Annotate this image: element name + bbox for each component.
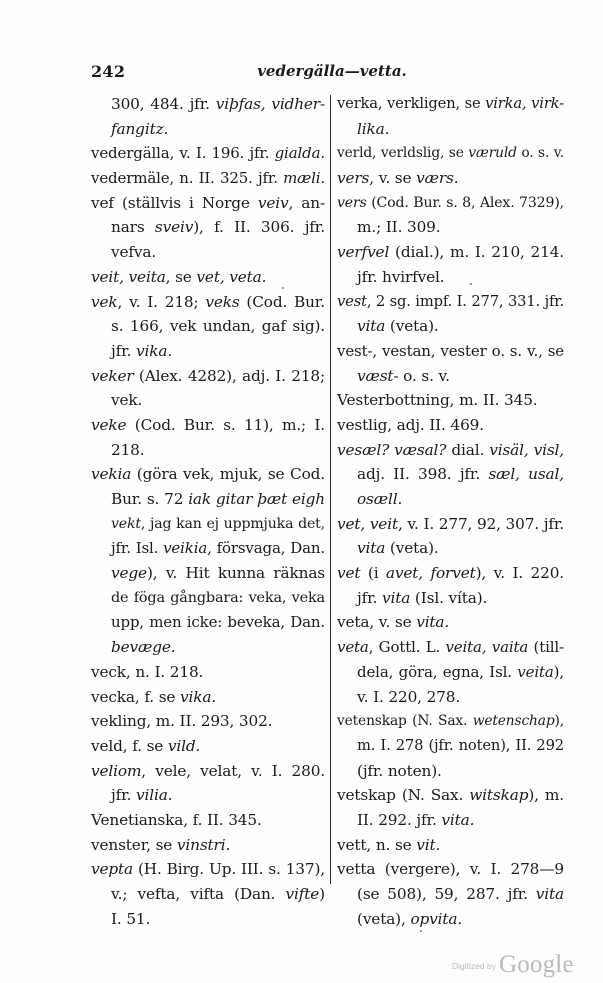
roman-text: nars	[111, 218, 155, 237]
dictionary-entry	[91, 685, 325, 710]
entry-continuation-line	[91, 561, 325, 586]
entry-headword-line	[91, 141, 325, 166]
entry-headword-line	[91, 734, 325, 759]
roman-text: veta, v. se	[337, 613, 417, 632]
dictionary-entry	[337, 339, 565, 388]
italic-text: vifte	[285, 885, 320, 903]
entry-continuation-line	[91, 438, 325, 463]
entry-continuation-line	[337, 265, 564, 290]
entry-headword-line	[337, 857, 564, 882]
print-speck	[420, 930, 422, 932]
entry-headword-line	[337, 709, 564, 734]
italic-text: vita	[382, 588, 411, 607]
italic-text: vit.	[416, 835, 441, 854]
entry-continuation-line	[91, 586, 325, 611]
dictionary-entry	[337, 833, 565, 858]
roman-text: dial.	[446, 440, 490, 459]
entry-continuation-line	[91, 536, 325, 561]
print-speck	[282, 287, 284, 289]
roman-text: , v. I. 277, 92, 307. jfr.	[397, 514, 565, 533]
dictionary-entry	[91, 141, 325, 166]
entry-continuation-line	[337, 215, 564, 240]
italic-text: vita	[357, 317, 386, 336]
italic-text: vek	[91, 292, 118, 311]
italic-text: vekt	[111, 515, 141, 532]
roman-text: vef (ställvis i Norge	[91, 193, 258, 212]
roman-text: , v. I. 218;	[117, 292, 206, 311]
entry-headword-line	[91, 759, 325, 784]
roman-text: s. 166, vek undan, gaf sig).	[111, 317, 325, 336]
entry-continuation-line	[337, 907, 564, 932]
italic-text: vinstri.	[176, 835, 231, 854]
entry-continuation-line	[91, 487, 325, 512]
entry-continuation-line	[337, 314, 564, 339]
dictionary-entry	[337, 413, 565, 438]
roman-text: verld, verldslig, se	[337, 145, 469, 162]
italic-text: sveiv	[154, 218, 194, 237]
entry-continuation-line	[337, 759, 564, 784]
italic-text: vekia	[91, 465, 132, 484]
roman-text: vett, n. se	[337, 835, 417, 854]
roman-text: jfr.	[111, 341, 137, 360]
dictionary-entry	[337, 388, 565, 413]
roman-text: (Alex. 4282), adj. I. 218;	[133, 366, 325, 385]
italic-text: osæll.	[357, 490, 403, 508]
entry-headword-line	[337, 783, 564, 808]
dictionary-entry	[91, 660, 325, 685]
entry-continuation-line	[337, 536, 564, 561]
roman-text: (Isl. víta).	[410, 588, 488, 607]
roman-text: Bur. s. 72	[111, 490, 189, 508]
italic-text: fangitz.	[111, 119, 169, 138]
dictionary-entry	[337, 561, 565, 610]
entry-headword-line	[91, 709, 325, 734]
dictionary-entry	[91, 462, 325, 660]
dictionary-entry	[91, 413, 325, 462]
entry-continuation-line	[91, 783, 325, 808]
entry-headword-line	[91, 364, 325, 389]
roman-text: (göra vek, mjuk, se Cod.	[131, 465, 325, 484]
italic-text: vet	[337, 564, 361, 583]
dictionary-entry	[91, 857, 325, 931]
entry-headword-line	[337, 388, 564, 413]
roman-text: , Gottl. L.	[368, 638, 446, 657]
italic-text: avet, forvet	[385, 564, 476, 583]
roman-text: (Cod. Bur. s. 8, Alex. 7329),	[366, 194, 564, 211]
roman-text: veck, n. I. 218.	[91, 662, 204, 681]
dictionary-entry	[91, 759, 325, 808]
entry-headword-line	[337, 438, 564, 463]
italic-text: veliom	[91, 761, 142, 780]
entry-continuation-line	[337, 882, 564, 907]
entry-continuation-line	[91, 92, 325, 117]
roman-text: o. s. v.	[516, 145, 564, 162]
roman-text: vek.	[111, 391, 143, 410]
entry-headword-line	[337, 141, 564, 166]
roman-text: jfr.	[111, 786, 137, 805]
roman-text: ),	[554, 713, 564, 730]
roman-text: v. I. 220, 278.	[357, 687, 461, 706]
roman-text: Vesterbottning, m. II. 345.	[337, 391, 538, 410]
roman-text: , 2 sg. impf. I. 277, 331. jfr.	[366, 292, 565, 310]
italic-text: witskap	[469, 786, 529, 805]
italic-text: veita, vaita	[445, 638, 529, 657]
dictionary-entry	[337, 783, 565, 832]
roman-text: ), v. Hit kunna räknas	[146, 564, 325, 583]
entry-headword-line	[337, 166, 564, 191]
roman-text: , jag kan ej uppmjuka det,	[140, 515, 325, 532]
italic-text: veker	[91, 366, 134, 385]
italic-text: vild.	[167, 736, 201, 755]
entry-headword-line	[337, 290, 564, 315]
entry-headword-line	[91, 660, 325, 685]
dictionary-entry	[337, 610, 565, 635]
italic-text: bevæge.	[111, 638, 176, 657]
italic-text: mæli.	[283, 169, 325, 188]
italic-text: opvita.	[410, 909, 463, 928]
entry-continuation-line	[337, 487, 564, 512]
italic-text: virka, virk-	[485, 95, 564, 112]
italic-text: vest	[337, 292, 367, 310]
roman-text: venster, se	[91, 835, 177, 854]
roman-text: vestlig, adj. II. 469.	[337, 415, 484, 434]
italic-text: vilia.	[136, 786, 173, 805]
entry-headword-line	[91, 833, 325, 858]
italic-text: vesæl? væsal?	[337, 440, 447, 459]
italic-text: veit, veita	[91, 267, 166, 286]
roman-text: dela, göra, egna, Isl.	[357, 662, 518, 681]
entry-continuation-line	[91, 635, 325, 660]
roman-text: vekling, m. II. 293, 302.	[91, 712, 273, 731]
italic-text: værs.	[416, 169, 459, 188]
entry-continuation-line	[337, 586, 564, 611]
roman-text: vetskap (N. Sax.	[337, 786, 470, 805]
italic-text: iak gitar þæt eigh	[188, 490, 326, 508]
roman-text: )	[319, 885, 325, 903]
entry-continuation-line	[91, 339, 325, 364]
italic-text: vers	[337, 194, 367, 211]
entry-headword-line	[91, 191, 325, 216]
italic-text: væruld	[468, 145, 517, 162]
roman-text: ), f. II. 306. jfr.	[193, 218, 325, 237]
entry-headword-line	[337, 512, 564, 537]
entry-continuation-line	[337, 117, 564, 142]
dictionary-entry	[337, 512, 565, 561]
entry-headword-line	[91, 166, 325, 191]
roman-text: vefva.	[111, 243, 157, 262]
entry-headword-line	[91, 265, 325, 290]
entry-headword-line	[91, 857, 325, 882]
entry-continuation-line	[337, 462, 564, 487]
running-head	[91, 62, 563, 84]
roman-text: m. I. 278 (jfr. noten), II. 292	[357, 736, 564, 754]
italic-text: gialda.	[274, 144, 325, 163]
roman-text: (H. Birg. Up. III. s. 137),	[133, 860, 325, 879]
dictionary-entry	[91, 364, 325, 413]
digitized-by-google-watermark	[452, 951, 574, 979]
roman-text: (dial.), m. I. 210, 214.	[389, 243, 564, 262]
italic-text: vita.	[441, 810, 475, 829]
roman-text: (Cod. Bur. s. 11), m.; I.	[126, 415, 325, 434]
italic-text: vita.	[416, 613, 450, 632]
roman-text: , se	[165, 267, 197, 286]
roman-text: veld, f. se	[91, 736, 168, 755]
dictionary-entry	[91, 808, 325, 833]
italic-text: veiv	[257, 193, 289, 212]
dictionary-entry	[337, 290, 565, 339]
entry-continuation-line	[337, 685, 564, 710]
roman-text: II. 292. jfr.	[357, 810, 442, 829]
roman-text: upp, men icke: beveka, Dan.	[111, 613, 325, 632]
entry-headword-line	[337, 92, 564, 117]
roman-text: 300, 484. jfr.	[111, 95, 216, 113]
print-speck	[470, 283, 472, 285]
roman-text: v.; vefta, vifta (Dan.	[111, 885, 286, 903]
entry-headword-line	[91, 808, 325, 833]
roman-text: (se 508), 59, 287. jfr.	[357, 885, 536, 903]
entry-headword-line	[337, 191, 564, 216]
italic-text: vet, veta.	[196, 267, 267, 286]
italic-text: sæl, usal,	[488, 465, 564, 484]
italic-text: verfvel	[337, 243, 390, 262]
italic-text: veita	[517, 662, 554, 681]
italic-text: vers	[337, 169, 370, 188]
roman-text: , an-	[288, 193, 325, 212]
dictionary-entry	[337, 191, 565, 240]
roman-text: vedergälla, v. I. 196. jfr.	[91, 144, 275, 163]
entry-continuation-line	[337, 364, 564, 389]
roman-text: jfr. Isl.	[111, 539, 164, 558]
italic-text: veta	[337, 638, 369, 657]
roman-text: vetenskap (N. Sax.	[337, 713, 473, 730]
italic-text: vita	[535, 885, 564, 903]
roman-text: (veta).	[385, 317, 439, 336]
roman-text: , vele, velat, v. I. 280.	[141, 761, 325, 780]
entry-continuation-line	[337, 734, 564, 759]
roman-text: Venetianska, f. II. 345.	[91, 810, 262, 829]
entry-headword-line	[91, 413, 325, 438]
italic-text: vika.	[136, 341, 173, 360]
italic-text: vika.	[180, 687, 217, 706]
entry-continuation-line	[91, 882, 325, 907]
roman-text: adj. II. 398. jfr.	[357, 465, 489, 484]
roman-text: vest-, vestan, vester o. s. v., se	[337, 341, 564, 360]
entry-headword-line	[91, 290, 325, 315]
entry-headword-line	[91, 462, 325, 487]
roman-text: (till-	[528, 638, 564, 657]
roman-text: vedermäle, n. II. 325. jfr.	[91, 169, 284, 188]
entry-continuation-line	[91, 314, 325, 339]
entry-headword-line	[337, 833, 564, 858]
dictionary-entry	[337, 92, 565, 141]
entry-headword-line	[337, 413, 564, 438]
left-column	[91, 92, 325, 931]
right-column	[337, 92, 565, 931]
entry-continuation-line	[91, 240, 325, 265]
entry-headword-line	[337, 561, 564, 586]
dictionary-entry	[91, 92, 325, 141]
dictionary-entry	[337, 141, 565, 166]
roman-text: de föga gångbara: veka, veka	[111, 589, 325, 606]
running-head-title: vedergälla—vetta.	[257, 62, 407, 80]
roman-text: (jfr. noten).	[357, 761, 442, 780]
dictionary-entry	[91, 290, 325, 364]
entry-continuation-line	[91, 512, 325, 537]
italic-text: vet, veit	[337, 514, 398, 533]
page-number: 242	[91, 62, 126, 81]
roman-text: ), m.	[528, 786, 564, 805]
roman-text: vetta (vergere), v. I. 278—9	[337, 860, 564, 879]
roman-text: o. s. v.	[398, 366, 450, 385]
column-divider	[330, 95, 331, 884]
entry-continuation-line	[337, 660, 564, 685]
roman-text: (veta),	[357, 909, 411, 928]
roman-text: verka, verkligen, se	[337, 95, 486, 112]
roman-text: , försvaga, Dan.	[207, 539, 325, 558]
roman-text: jfr.	[357, 588, 383, 607]
dictionary-entry	[91, 265, 325, 290]
roman-text: m.; II. 309.	[357, 218, 441, 237]
entry-continuation-line	[91, 388, 325, 413]
entry-headword-line	[337, 610, 564, 635]
entry-headword-line	[337, 339, 564, 364]
dictionary-entry	[337, 857, 565, 931]
dictionary-entry	[337, 438, 565, 512]
roman-text: I. 51.	[111, 909, 151, 928]
italic-text: vita	[357, 539, 386, 558]
italic-text: vege	[111, 564, 147, 583]
roman-text: vecka, f. se	[91, 687, 181, 706]
italic-text: veikia	[163, 539, 208, 558]
italic-text: visäl, visl,	[489, 440, 564, 459]
italic-text: væst-	[357, 366, 399, 385]
roman-text: (veta).	[385, 539, 439, 558]
italic-text: wetenschap	[472, 713, 555, 730]
roman-text: , v. se	[369, 169, 417, 188]
dictionary-entry	[91, 833, 325, 858]
italic-text: veks	[205, 292, 240, 311]
roman-text: 218.	[111, 440, 145, 459]
roman-text: (i	[360, 564, 386, 583]
entry-continuation-line	[91, 907, 325, 932]
roman-text: jfr. hvirfvel.	[357, 267, 445, 286]
dictionary-entry	[91, 166, 325, 191]
italic-text: lika.	[357, 119, 390, 138]
roman-text: ),	[553, 662, 564, 681]
entry-continuation-line	[91, 610, 325, 635]
entry-continuation-line	[91, 215, 325, 240]
roman-text: (Cod. Bur.	[239, 292, 325, 311]
dictionary-entry	[337, 240, 565, 289]
dictionary-entry	[337, 635, 565, 709]
dictionary-entry	[91, 709, 325, 734]
dictionary-entry	[337, 166, 565, 191]
italic-text: veke	[91, 415, 127, 434]
entry-continuation-line	[91, 117, 325, 142]
italic-text: viþfas, vidher-	[215, 95, 325, 113]
watermark-prefix: Digitized by	[452, 961, 496, 971]
dictionary-entry	[91, 191, 325, 265]
italic-text: vepta	[91, 860, 134, 879]
entry-continuation-line	[337, 808, 564, 833]
entry-headword-line	[91, 685, 325, 710]
roman-text: ), v. I. 220.	[475, 564, 564, 583]
entry-headword-line	[337, 240, 564, 265]
google-logo-text: Google	[498, 951, 574, 978]
dictionary-entry	[91, 734, 325, 759]
entry-headword-line	[337, 635, 564, 660]
dictionary-entry	[337, 709, 565, 783]
